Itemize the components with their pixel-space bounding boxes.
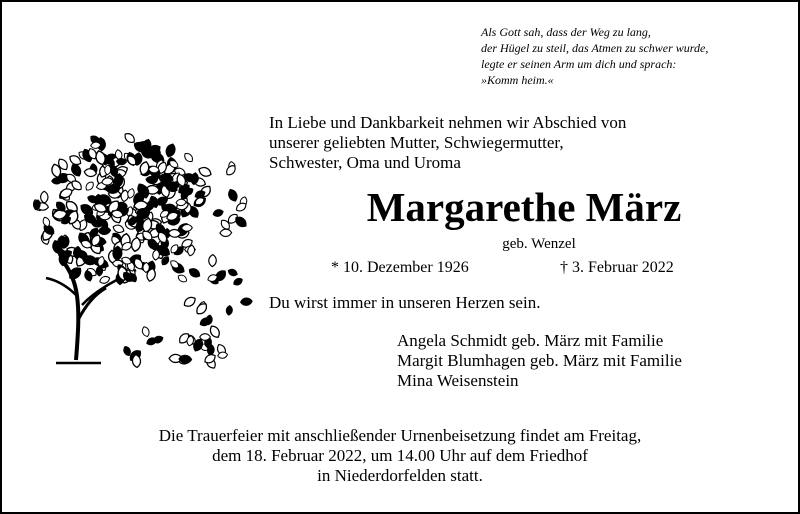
- leaf-shape: [98, 227, 110, 235]
- mourners-list: [397, 331, 787, 391]
- leaf-shape: [58, 236, 66, 248]
- leaf-shape: [96, 266, 103, 276]
- leaf-shape: [164, 143, 176, 158]
- leaf-shape: [212, 208, 224, 217]
- intro-line: In Liebe und Dankbarkeit nehmen wir Abschied von: [269, 113, 627, 132]
- deceased-name: Margarethe März: [366, 184, 682, 230]
- leaf-shape: [177, 273, 188, 283]
- tree-foliage: [32, 131, 253, 370]
- leaf-shape: [188, 267, 202, 280]
- leaf-shape: [224, 164, 237, 177]
- leaf-shape: [194, 301, 209, 316]
- windblown-tree-icon: [26, 120, 256, 370]
- mourner-entry: Angela Schmidt geb. März mit Familie: [397, 331, 664, 350]
- mourner-entry: Margit Blumhagen geb. März mit Familie: [397, 351, 682, 370]
- farewell-intro: [269, 113, 779, 173]
- poem-line: Als Gott sah, dass der Weg zu lang,: [481, 25, 651, 39]
- birth-date: * 10. Dezember 1926: [331, 259, 469, 276]
- poem-verse: [481, 24, 781, 88]
- leaf-shape: [41, 191, 49, 203]
- leaf-shape: [183, 151, 195, 163]
- poem-line: »Komm heim.«: [481, 73, 554, 87]
- leaf-shape: [227, 268, 238, 278]
- service-line: dem 18. Februar 2022, um 14.00 Uhr auf dem Friedhof: [212, 446, 588, 465]
- leaf-shape: [208, 254, 216, 266]
- service-line: in Niederdorfelden statt.: [317, 466, 483, 485]
- mourner-entry: Mina Weisenstein: [397, 371, 519, 390]
- funeral-service-info: [0, 426, 800, 486]
- leaf-shape: [112, 223, 125, 234]
- leaf-shape: [84, 180, 95, 192]
- leaf-shape: [123, 131, 137, 144]
- leaf-shape: [181, 224, 192, 231]
- leaf-shape: [226, 305, 233, 315]
- memorial-motto: Du wirst immer in unseren Herzen sein.: [269, 293, 541, 312]
- leaf-shape: [182, 295, 197, 309]
- service-line: Die Trauerfeier mit anschließender Urnenbeisetzung findet am Freitag,: [158, 426, 642, 445]
- intro-line: unserer geliebten Mutter, Schwiegermutter,: [269, 133, 564, 152]
- leaf-shape: [232, 277, 243, 287]
- maiden-name: geb. Wenzel: [502, 236, 576, 252]
- poem-line: legte er seinen Arm um dich und sprach:: [481, 57, 677, 71]
- death-date: † 3. Februar 2022: [560, 259, 674, 276]
- leaf-shape: [220, 229, 232, 237]
- intro-line: Schwester, Oma und Uroma: [269, 153, 461, 172]
- poem-line: der Hügel zu steil, das Atmen zu schwer wurde,: [481, 41, 709, 55]
- leaf-shape: [141, 326, 151, 338]
- leaf-shape: [240, 298, 252, 306]
- leaf-shape: [227, 188, 239, 203]
- leaf-shape: [197, 165, 212, 178]
